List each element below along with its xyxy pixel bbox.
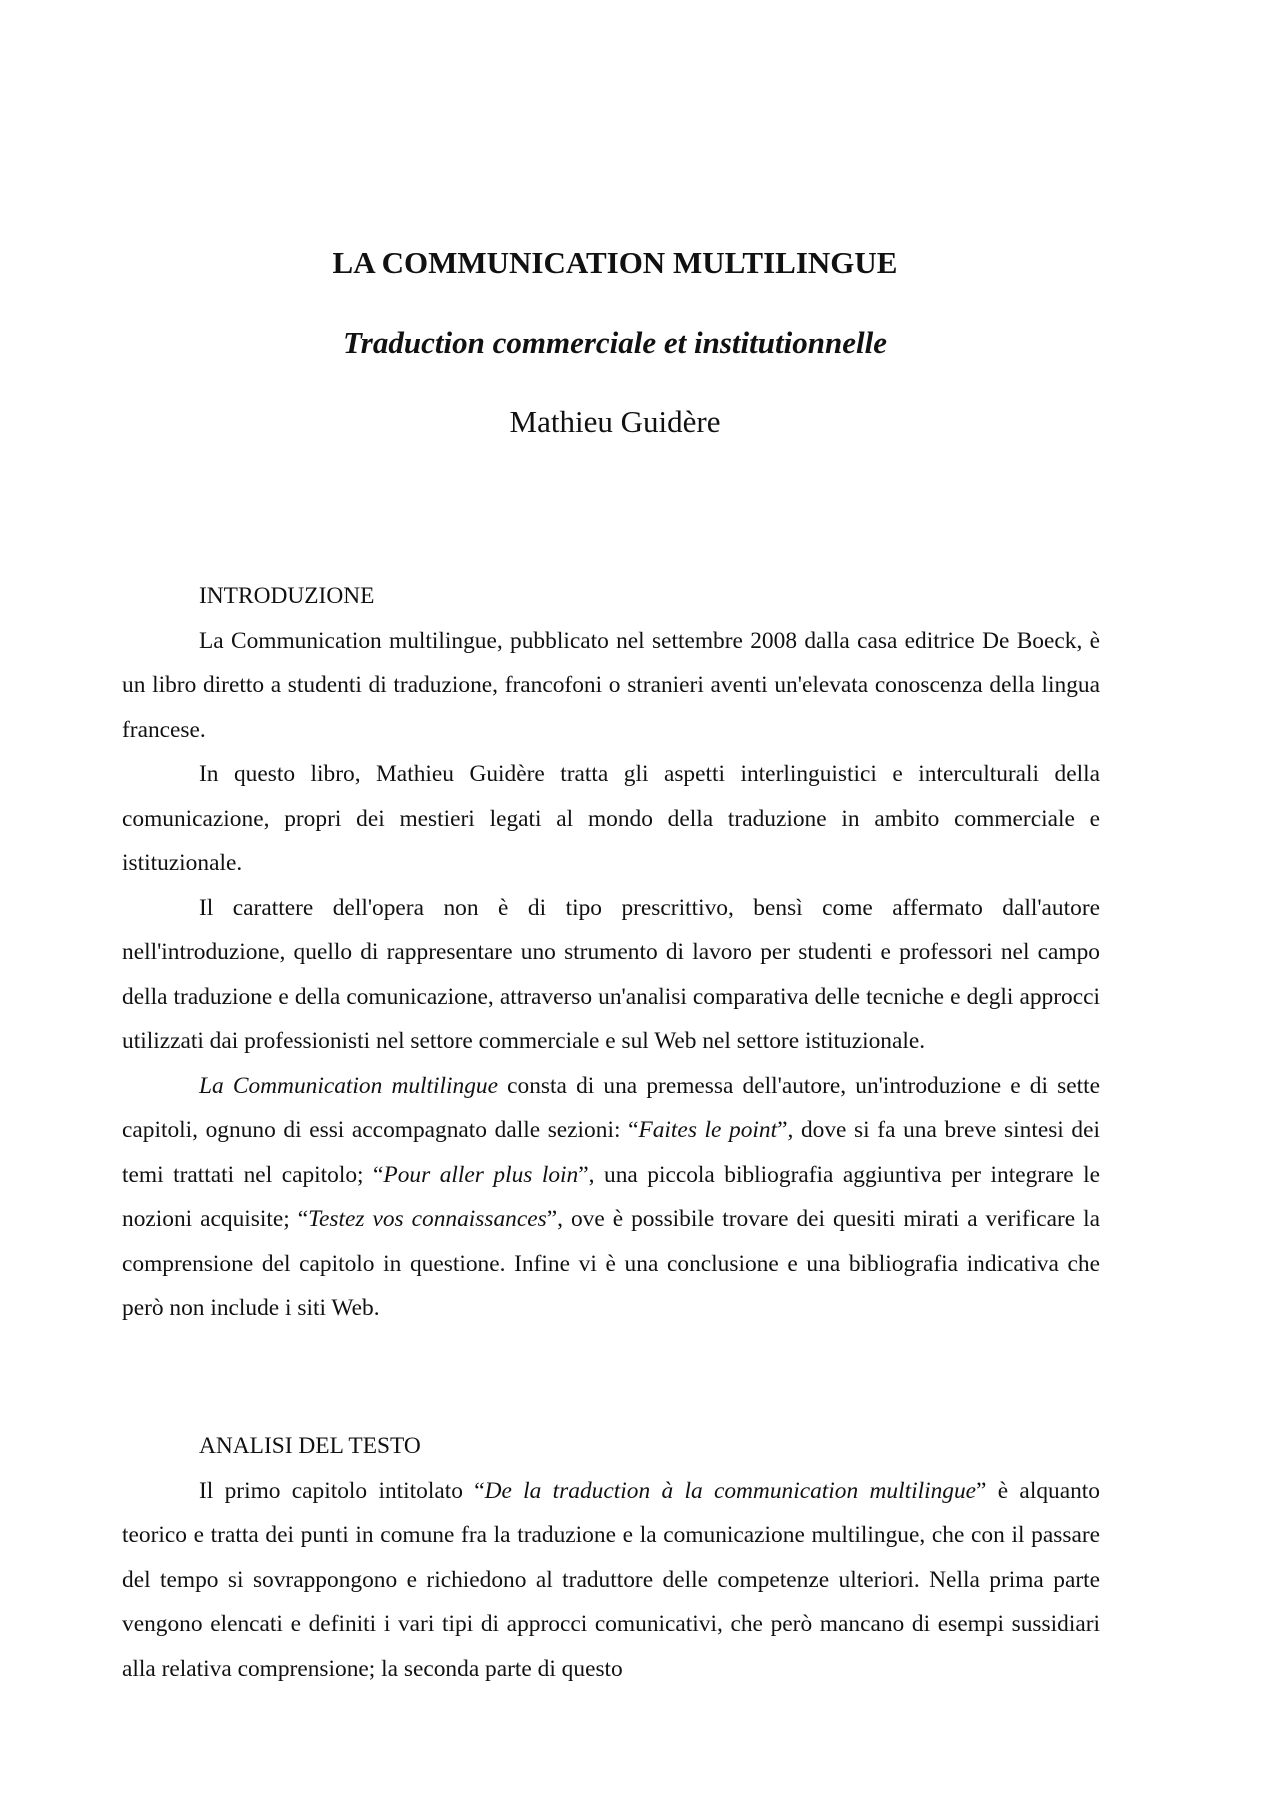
- introduction-heading: INTRODUZIONE: [199, 583, 375, 609]
- intro-paragraph-4-text-3: ”, una piccola bibliografia aggiuntiva per integrare le nozioni acquisite; “: [122, 1161, 1101, 1232]
- intro-paragraph-4: [122, 1064, 1100, 1331]
- intro-paragraph-2: In questo libro, Mathieu Guidère tratta gli aspetti interlinguistici e interculturali della comunicazione, propri dei mestieri legati al mondo della traduzione in ambito commerciale e istituzionale.: [122, 761, 1100, 876]
- analysis-heading: ANALISI DEL TESTO: [199, 1433, 421, 1459]
- intro-paragraph-4-text-1: consta di una premessa dell'autore, un'introduzione e di sette capitoli, ognuno di essi accompagnato dalle sezioni: “: [122, 1072, 1100, 1143]
- intro-paragraph-4-text-4: ”, ove è possibile trovare dei quesiti mirati a verificare la comprensione del capitolo in questione. Infine vi è una conclusione e una bibliografia indicativa che però non include i siti Web.: [122, 1206, 1101, 1321]
- introduction-section: [122, 574, 1100, 1331]
- chapter-title-italic: De la traduction à la communication multilingue: [484, 1477, 977, 1504]
- analysis-paragraph-text-1: Il primo capitolo intitolato “: [199, 1477, 485, 1504]
- book-title-italic: La Communication multilingue: [199, 1072, 498, 1099]
- analysis-paragraph-text-2: ” è alquanto teorico e tratta dei punti in comune fra la traduzione e la comunicazione multilingue, che con il passare del tempo si sovrappongono e richiedono al traduttore delle competenze ulteriori. Nella prima parte vengono elencati e definiti i vari tipi di approcci comunicativi, che però mancano di esempi sussidiari alla relativa comprensione; la seconda parte di questo: [122, 1477, 1100, 1682]
- section-name-testez-vos-connaissances: Testez vos connaissances: [308, 1206, 547, 1232]
- intro-paragraph-3: Il carattere dell'opera non è di tipo prescrittivo, bensì come affermato dall'autore nell'introduzione, quello di rappresentare uno strumento di lavoro per studenti e professori nel campo della traduzione e della comunicazione, attraverso un'analisi comparativa delle tecniche e degli approcci utilizzati dai professionisti nel settore commerciale e sul Web nel settore istituzionale.: [122, 894, 1100, 1054]
- section-name-pour-aller-plus-loin: Pour aller plus loin: [383, 1161, 579, 1188]
- document-author: Mathieu Guidère: [509, 404, 721, 439]
- section-name-faites-le-point: Faites le point: [638, 1117, 778, 1143]
- document-title: LA COMMUNICATION MULTILINGUE: [332, 245, 898, 280]
- intro-paragraph-4-text-2: ”, dove si fa una breve sintesi dei temi trattati nel capitolo; “: [122, 1117, 1100, 1188]
- intro-paragraph-1: La Communication multilingue, pubblicato nel settembre 2008 dalla casa editrice De Boeck, è un libro diretto a studenti di traduzione, francofoni o stranieri aventi un'elevata conoscenza della lingua francese.: [122, 627, 1100, 743]
- document-subtitle: Traduction commerciale et institutionnelle: [343, 325, 887, 360]
- analysis-section: [122, 1424, 1100, 1691]
- analysis-paragraph-1: [122, 1469, 1100, 1692]
